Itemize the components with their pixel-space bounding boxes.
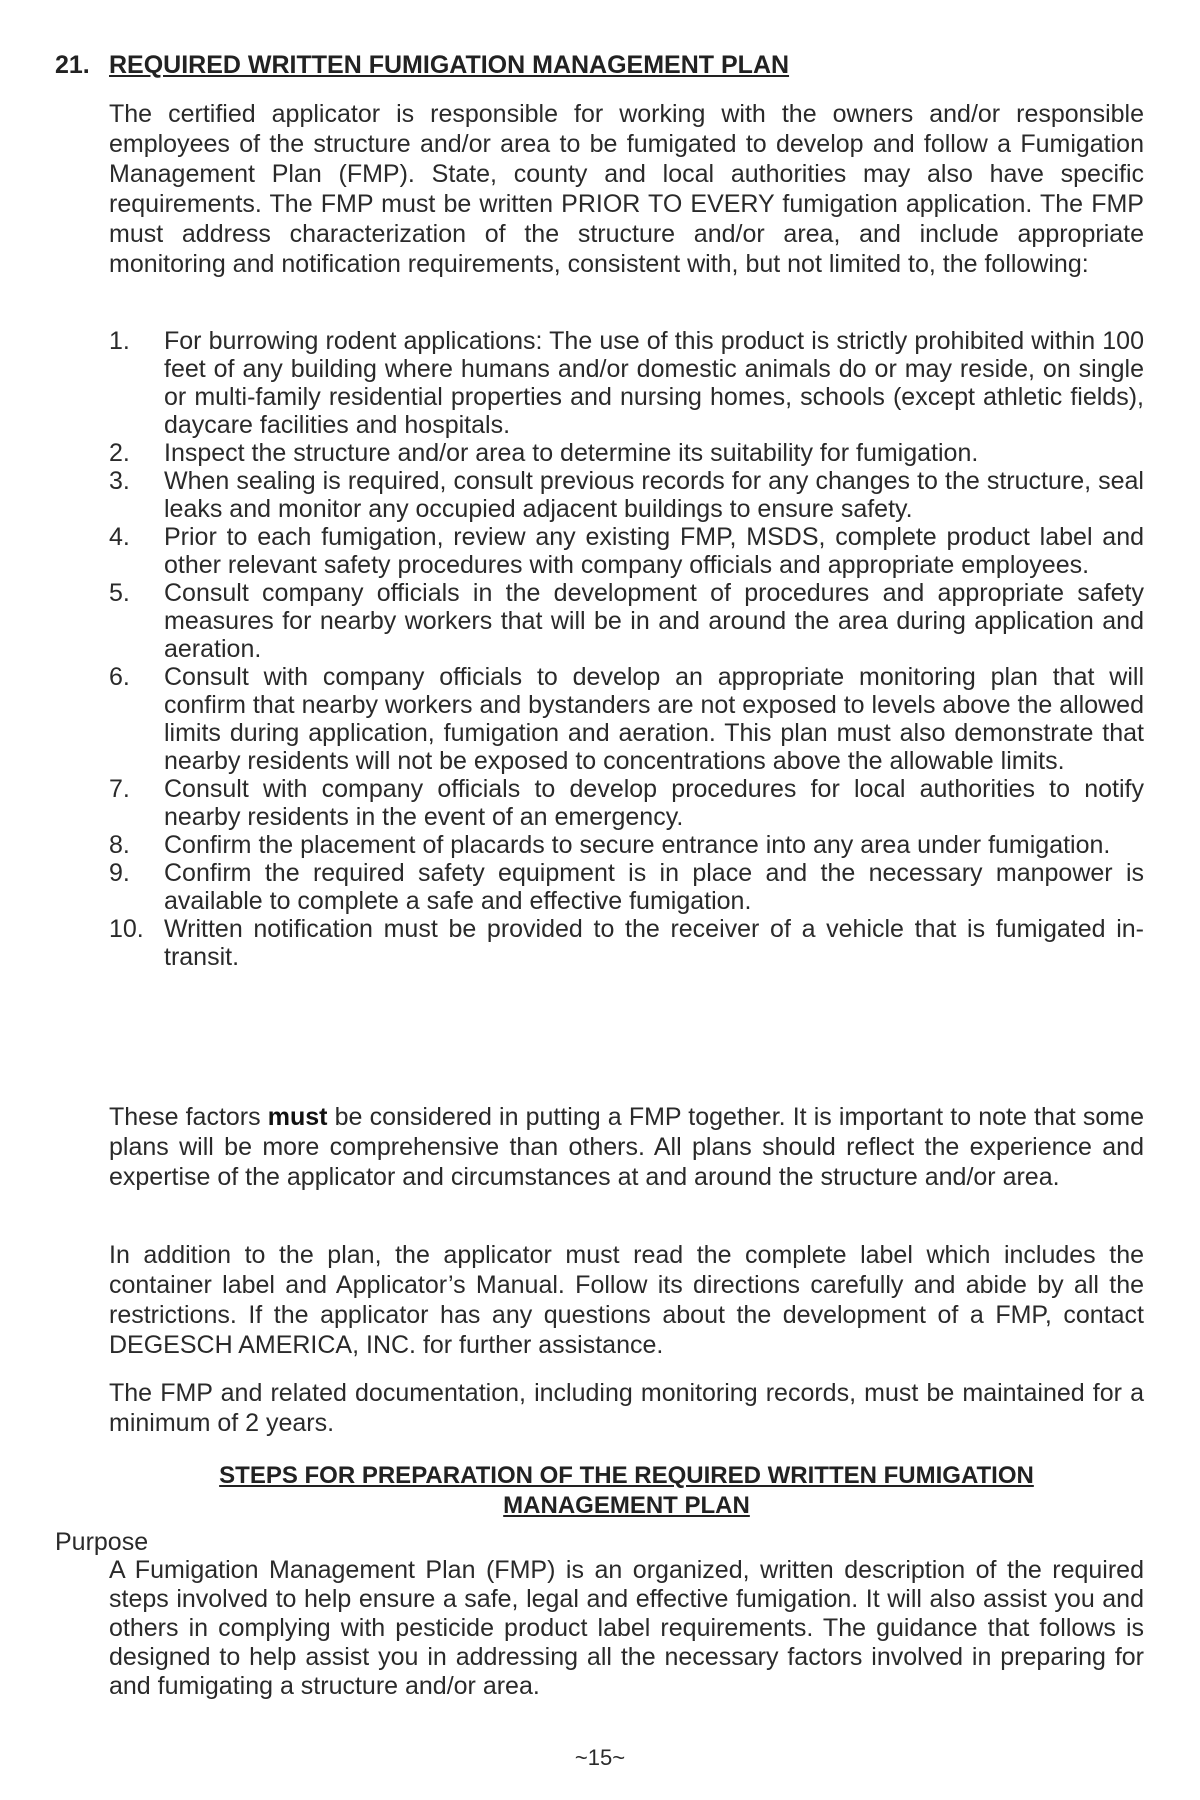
list-item-number: 3. xyxy=(109,467,130,495)
list-item xyxy=(109,663,1144,775)
list-item-text: Written notification must be provided to the receiver of a vehicle that is fumigated in-transit. xyxy=(164,915,1144,971)
list-item-number: 2. xyxy=(109,439,130,467)
steps-heading xyxy=(109,1461,1144,1521)
list-item-text: Inspect the structure and/or area to determine its suitability for fumigation. xyxy=(164,439,979,467)
list-item-number: 6. xyxy=(109,663,130,691)
list-item xyxy=(109,439,1144,467)
list-item xyxy=(109,859,1144,915)
list-item-text: When sealing is required, consult previous records for any changes to the structure, seal leaks and monitor any occupied adjacent buildings to ensure safety. xyxy=(164,467,1144,523)
records-paragraph: The FMP and related documentation, including monitoring records, must be maintained for a minimum of 2 years. xyxy=(109,1379,1144,1437)
list-item-text: Consult with company officials to develop an appropriate monitoring plan that will confirm that nearby workers and bystanders are not exposed to levels above the allowed limits during application, fumigation and aeration. This plan must also demonstrate that nearby residents will not be exposed to concentrations above the allowable limits. xyxy=(164,663,1144,775)
list-item-number: 8. xyxy=(109,831,130,859)
list-item xyxy=(109,579,1144,663)
list-item xyxy=(109,831,1144,859)
list-item xyxy=(109,523,1144,579)
purpose-paragraph: A Fumigation Management Plan (FMP) is an organized, written description of the required steps involved to help ensure a safe, legal and effective fumigation. It will also assist you and others in complying with pesticide product label requirements. The guidance that follows is designed to help assist you in addressing all the necessary factors involved in preparing for and fumigating a structure and/or area. xyxy=(109,1556,1144,1700)
list-item-number: 9. xyxy=(109,859,130,887)
steps-heading-line-1: STEPS FOR PREPARATION OF THE REQUIRED WRITTEN FUMIGATION xyxy=(219,1462,1034,1489)
list-item-number: 10. xyxy=(109,915,144,943)
list-item-number: 4. xyxy=(109,523,130,551)
list-item-text: Consult with company officials to develop procedures for local authorities to notify nearby residents in the event of an emergency. xyxy=(164,775,1144,831)
factors-text-start: These factors xyxy=(109,1103,268,1131)
section-heading xyxy=(55,50,789,80)
steps-heading-line-2: MANAGEMENT PLAN xyxy=(503,1492,750,1519)
list-item-number: 7. xyxy=(109,775,130,803)
page-number: ~15~ xyxy=(574,1745,626,1770)
factors-paragraph xyxy=(109,1102,1144,1192)
list-item-number: 1. xyxy=(109,327,130,355)
list-item xyxy=(109,467,1144,523)
list-item-text: Prior to each fumigation, review any existing FMP, MSDS, complete product label and other relevant safety procedures with company officials and appropriate employees. xyxy=(164,523,1144,579)
intro-paragraph: The certified applicator is responsible for working with the owners and/or responsible employees of the structure and/or area to be fumigated to develop and follow a Fumigation Management Plan (FMP). State, county and local authorities may also have specific requirements. The FMP must be written PRIOR TO EVERY fumigation application. The FMP must address characterization of the structure and/or area, and include appropriate monitoring and notification requirements, consistent with, but not limited to, the following: xyxy=(109,100,1144,278)
section-number: 21. xyxy=(55,51,90,79)
requirements-list xyxy=(109,327,1144,971)
list-item-number: 5. xyxy=(109,579,130,607)
list-item xyxy=(109,775,1144,831)
factors-emphasis: must xyxy=(267,1103,328,1131)
list-item-text: Confirm the required safety equipment is in place and the necessary manpower is available to complete a safe and effective fumigation. xyxy=(164,859,1144,915)
addition-paragraph: In addition to the plan, the applicator must read the complete label which includes the container label and Applicator’s Manual. Follow its directions carefully and abide by all the restrictions. If the applicator has any questions about the development of a FMP, contact DEGESCH AMERICA, INC. for further assistance. xyxy=(109,1241,1144,1359)
list-item xyxy=(109,915,1144,971)
list-item-text: Consult company officials in the development of procedures and appropriate safety measures for nearby workers that will be in and around the area during application and aeration. xyxy=(164,579,1144,663)
factors-text-end: be considered in putting a FMP together. It is important to note that some plans will be more comprehensive than others. All plans should reflect the experience and expertise of the applicator and circumstances at and around the structure and/or area. xyxy=(109,1103,1144,1191)
list-item-text: For burrowing rodent applications: The use of this product is strictly prohibited within 100 feet of any building where humans and/or domestic animals do or may reside, on single or multi-family residential properties and nursing homes, schools (except athletic fields), daycare facilities and hospitals. xyxy=(164,327,1144,439)
list-item-text: Confirm the placement of placards to secure entrance into any area under fumigation. xyxy=(164,831,1111,859)
purpose-label: Purpose xyxy=(55,1528,149,1556)
list-item xyxy=(109,327,1144,439)
section-title: REQUIRED WRITTEN FUMIGATION MANAGEMENT PLAN xyxy=(109,51,790,79)
